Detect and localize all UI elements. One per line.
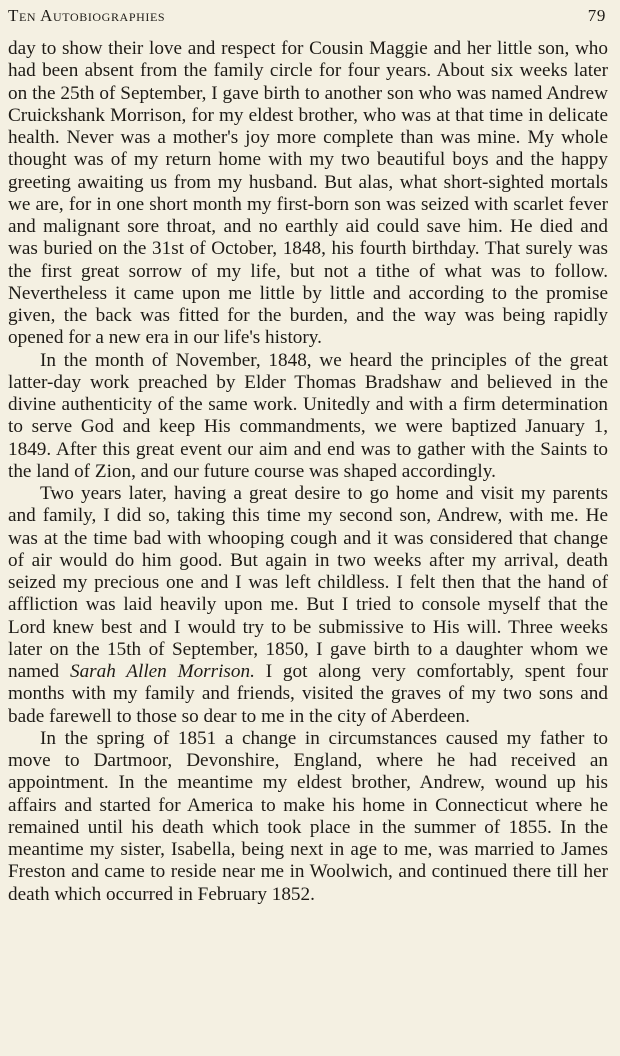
paragraph — [8, 38, 608, 350]
running-header — [8, 6, 608, 38]
paragraph-text: day to show their love and respect for Cousin Maggie and her little son, who had been absent from the family circle for four years. About six weeks later on the 25th of September, I gave birth to another son who was named Andrew Cruickshank Morrison, for my eldest brother, who was at that time in delicate health. Never was a mother's joy more complete than was mine. My whole thought was of my return home with my two beautiful boys and the happy greeting awaiting us from my husband. But alas, what short-sighted mortals we are, for in one short month my first-born son was seized with scarlet fever and malignant sore throat, and no earthly aid could save him. He died and was buried on the 31st of October, 1848, his fourth birthday. That surely was the first great sorrow of my life, but not a tithe of what was to follow. Nevertheless it came upon me little by little and according to the promise given, the back was fitted for the burden, and the way was being rapidly opened for a new era in our life's history. — [8, 38, 608, 349]
paragraph — [8, 350, 608, 484]
body-text — [8, 38, 608, 906]
running-title: Ten Autobiographies — [8, 6, 166, 25]
page-number: 79 — [587, 6, 606, 25]
paragraph — [8, 728, 608, 906]
paragraph-text: In the month of November, 1848, we heard the principles of the great latter-day work preached by Elder Thomas Bradshaw and believed in the divine authenticity of the same work. Unitedly and with a firm determination to serve God and keep His commandments, we were baptized January 1, 1849. After this great event our aim and end was to gather with the Saints to the land of Zion, and our future course was shaped accordingly. — [8, 349, 608, 482]
paragraph-text: In the spring of 1851 a change in circumstances caused my father to move to Dartmoor, Devonshire, England, where he had received an appointment. In the meantime my eldest brother, Andrew, wound up his affairs and started for America to make his home in Connecticut where he remained until his death which took place in the summer of 1855. In the meantime my sister, Isabella, being next in age to me, was married to James Freston and came to reside near me in Woolwich, and continued there till her death which occurred in February 1852. — [8, 727, 608, 905]
paragraph-text: Two years later, having a great desire to go home and visit my parents and family, I did so, taking this time my second son, Andrew, with me. He was at the time bad with whooping cough and it was considered that change of air would do him good. But again in two weeks after my arrival, death seized my precious one and I was left childless. I felt then that the hand of affliction was laid heavily upon me. But I tried to console myself that the Lord knew best and I would try to be submissive to His will. Three weeks later on the 15th of September, 1850, I gave birth to a daughter whom we named — [8, 483, 608, 682]
italic-name: Sarah Allen Morrison. — [69, 661, 255, 682]
paragraph-text-continued: I got along very comfortably, spent four months with my family and friends, visited the graves of my two sons and bade farewell to those so dear to me in the city of Aberdeen. — [8, 661, 609, 727]
paragraph — [8, 483, 608, 728]
